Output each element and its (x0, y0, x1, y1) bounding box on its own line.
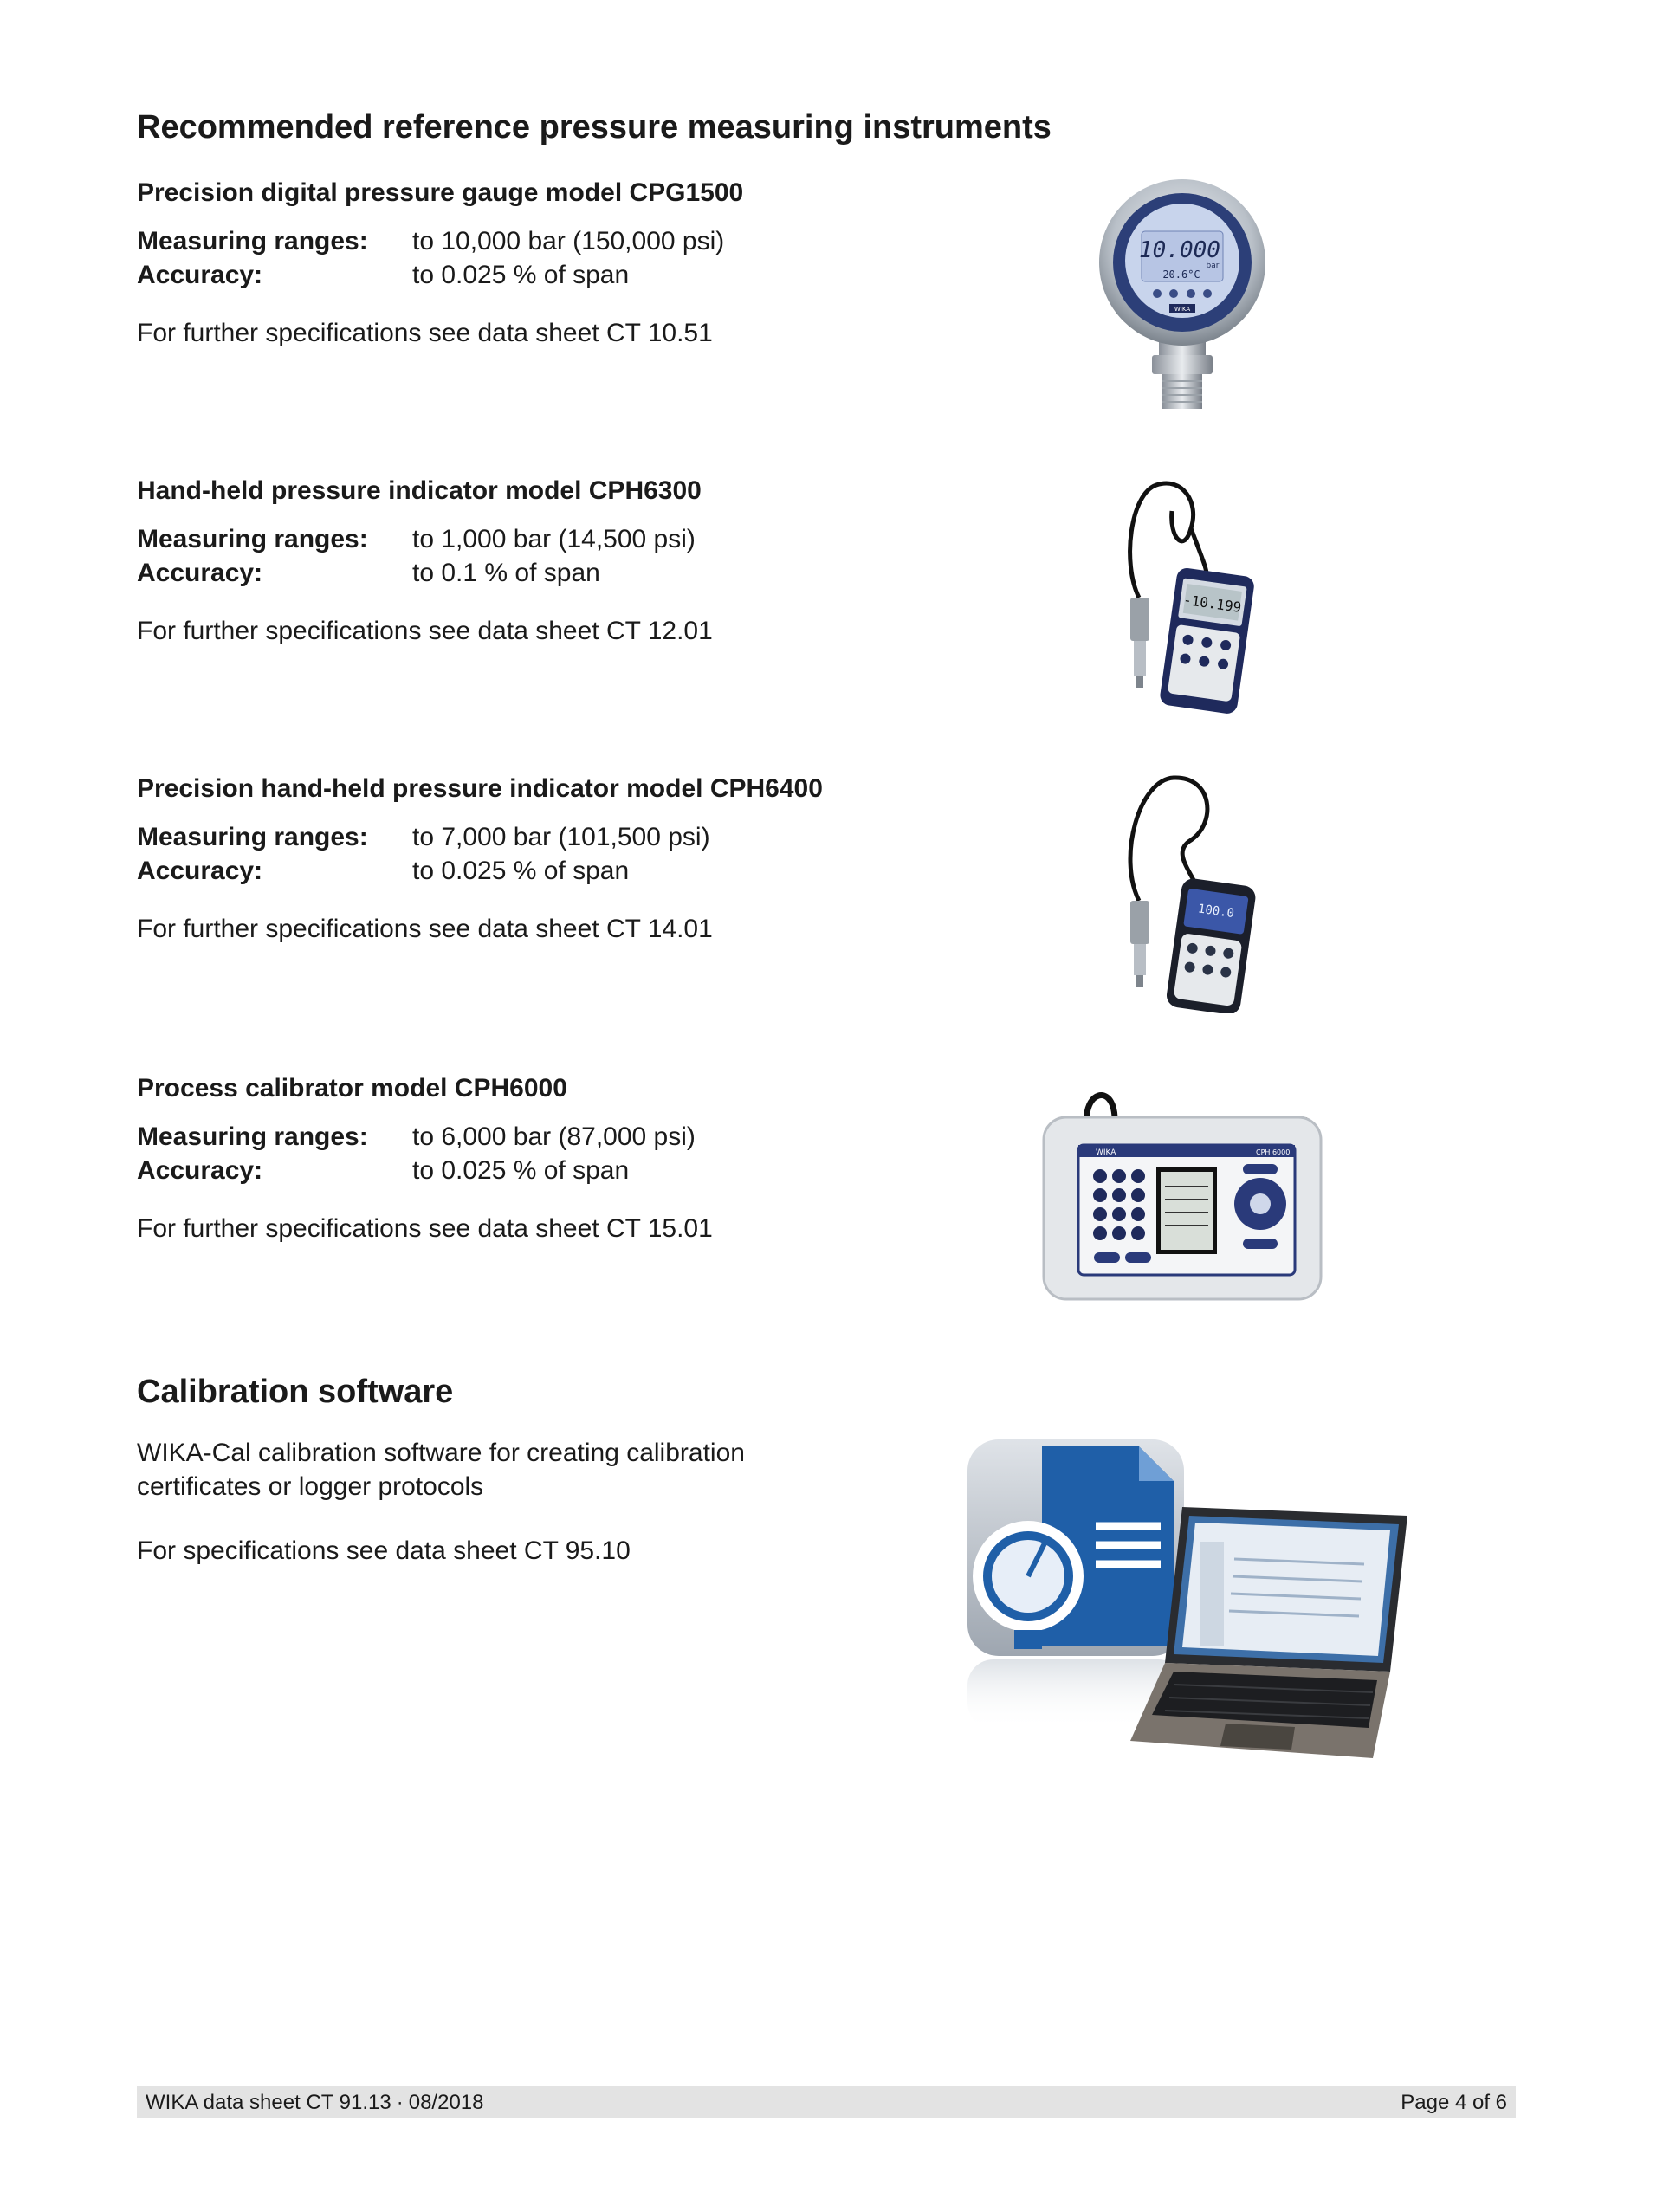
spec-accuracy (137, 857, 795, 891)
spec-value: to 6,000 bar (87,000 psi) (412, 1122, 696, 1151)
datasheet-reference: For specifications see data sheet CT 95.10 (137, 1536, 631, 1565)
datasheet-reference: For further specifications see data sheet CT 10.51 (137, 319, 713, 347)
spec-value: to 7,000 bar (101,500 psi) (412, 823, 710, 851)
datasheet-reference: For further specifications see data sheet CT 14.01 (137, 915, 713, 943)
section-heading-software: Calibration software (137, 1374, 454, 1410)
page-footer (137, 2086, 1516, 2118)
indicator-display-value: -10.199 (1181, 591, 1243, 616)
spec-label: Accuracy: (137, 261, 263, 289)
precision-handheld-indicator-icon (1104, 771, 1260, 1013)
gauge-display-temp: 20.6°C (1162, 268, 1200, 281)
footer-page-number: Page 4 of 6 (1401, 2091, 1507, 2114)
spec-measuring-range (137, 823, 795, 857)
spec-value: to 0.025 % of span (412, 1156, 630, 1185)
datasheet-reference: For further specifications see data sheet CT 15.01 (137, 1214, 713, 1243)
digital-pressure-gauge-icon (1091, 178, 1273, 420)
process-calibrator-icon (1035, 1074, 1330, 1316)
spec-label: Measuring ranges: (137, 1122, 368, 1151)
spec-label: Measuring ranges: (137, 227, 368, 255)
spec-label: Measuring ranges: (137, 525, 368, 553)
spec-accuracy (137, 261, 795, 295)
spec-label: Accuracy: (137, 559, 263, 587)
software-description: WIKA-Cal calibration software for creating calibration certificates or logger protocols (137, 1439, 745, 1501)
spec-label: Accuracy: (137, 857, 263, 885)
product-title: Precision hand-held pressure indicator model CPH6400 (137, 774, 823, 803)
handheld-indicator-icon (1104, 476, 1260, 719)
spec-value: to 1,000 bar (14,500 psi) (412, 525, 696, 553)
spec-value: to 0.025 % of span (412, 857, 630, 885)
calibrator-model: CPH 6000 (1256, 1148, 1291, 1156)
spec-measuring-range (137, 525, 795, 559)
product-title: Hand-held pressure indicator model CPH6300 (137, 476, 702, 505)
spec-label: Accuracy: (137, 1156, 263, 1185)
spec-accuracy (137, 559, 795, 593)
spec-value: to 0.1 % of span (412, 559, 600, 587)
product-title: Process calibrator model CPH6000 (137, 1074, 567, 1103)
spec-measuring-range (137, 1122, 795, 1157)
spec-accuracy (137, 1156, 795, 1191)
gauge-display-unit: bar (1206, 262, 1220, 270)
datasheet-reference: For further specifications see data sheet CT 12.01 (137, 617, 713, 645)
wika-cal-laptop-icon (966, 1438, 1407, 1758)
precision-indicator-display-value: 100.0 (1196, 902, 1235, 922)
footer-document-id: WIKA data sheet CT 91.13 ∙ 08/2018 (146, 2091, 484, 2114)
gauge-display-value: 10.000 (1139, 237, 1220, 263)
product-title: Precision digital pressure gauge model CPG1500 (137, 178, 744, 207)
section-heading-instruments: Recommended reference pressure measuring instruments (137, 109, 1052, 146)
gauge-brand: WIKA (1174, 306, 1191, 313)
spec-value: to 10,000 bar (150,000 psi) (412, 227, 725, 255)
spec-label: Measuring ranges: (137, 823, 368, 851)
spec-measuring-range (137, 227, 795, 262)
calibrator-brand: WIKA (1096, 1148, 1116, 1157)
spec-value: to 0.025 % of span (412, 261, 630, 289)
